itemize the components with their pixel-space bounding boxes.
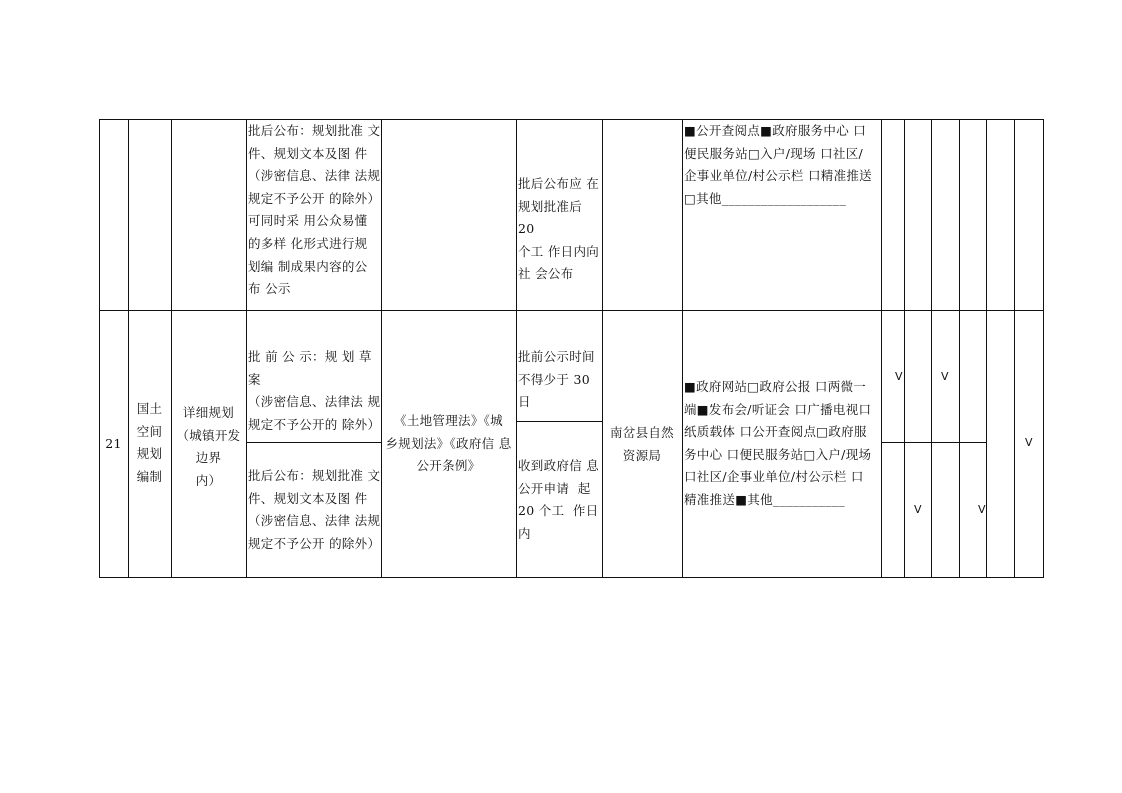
text-line: 资源局	[622, 447, 662, 463]
col-line	[1014, 119, 1015, 578]
row1-time-limit	[518, 173, 602, 286]
text-line: 可同时采 用公众易懂	[248, 213, 368, 229]
text-line: （涉密信息、法律 法规	[248, 513, 381, 529]
row1-disclosure-content	[248, 120, 381, 301]
table-border-top	[99, 119, 1043, 120]
text-line: 布 公示	[248, 281, 291, 297]
text-line: 件、规划文本及图 件	[248, 145, 368, 161]
col-line	[904, 119, 905, 578]
check-mark: V	[914, 503, 922, 516]
text-line: 企事业单位/村公示栏 口精准推送	[684, 168, 872, 184]
row2-disclosure-content-after	[248, 465, 381, 555]
text-line: 纸质载体 口公开查阅点□政府服	[684, 424, 867, 440]
col-line	[881, 119, 882, 578]
row2-item	[171, 402, 246, 492]
subrow-divider-time	[516, 421, 602, 422]
text-line: 乡规划法》《政府信 息	[385, 435, 512, 451]
row1-channels	[684, 120, 881, 210]
text-line: （涉密信息、法律 法规	[248, 168, 381, 184]
row2-subject	[602, 422, 682, 467]
text-line: 便民服务站□入户/现场 口社区/	[684, 145, 864, 161]
text-line: 个工 作日内向	[518, 243, 600, 259]
col-line	[931, 119, 932, 578]
text-line: ■政府网站□政府公报 口两微一	[684, 379, 867, 394]
text-line: □其他___________________	[684, 190, 847, 206]
text-line: 规划	[136, 446, 163, 462]
subrow-divider-marks	[881, 442, 986, 443]
text-line: 批 前 公 示：规 划 草 案	[248, 349, 372, 387]
text-line: 20 个工 作日	[518, 503, 599, 519]
row2-time-limit-before	[518, 346, 602, 414]
col-line	[171, 119, 172, 578]
text-line: 批后公布：规划批准 文	[248, 123, 381, 138]
text-line: 批后公布应 在	[518, 176, 600, 191]
text-line: 划编 制成果内容的公	[248, 258, 368, 274]
text-line: 规定不予公开的 除外）	[248, 416, 381, 432]
row2-time-limit-after	[518, 455, 602, 545]
row-divider	[99, 310, 1043, 311]
col-line	[1043, 119, 1044, 578]
text-line: 边界	[195, 450, 222, 466]
col-line	[682, 119, 683, 578]
col-line	[959, 119, 960, 578]
text-line: 件、规划文本及图 件	[248, 490, 368, 506]
text-line: （城镇开发	[176, 427, 241, 443]
row2-channels	[684, 376, 881, 512]
text-line: 规划批准后 20	[518, 198, 583, 237]
text-line: 规定不予公开 的除外）	[248, 190, 381, 206]
check-mark: V	[895, 370, 903, 383]
check-mark: V	[941, 370, 949, 383]
row-number	[99, 433, 128, 456]
text-line: 公开条例》	[416, 458, 481, 474]
text-line: 详细规划	[182, 405, 235, 420]
col-line	[128, 119, 129, 578]
text-line: 内	[518, 525, 531, 541]
text-line: 空间	[136, 423, 163, 439]
text-line: 规定不予公开 的除外）	[248, 535, 381, 551]
text-line: 国土	[136, 401, 163, 416]
text-line: 社 会公布	[518, 266, 574, 282]
row2-disclosure-content-before	[248, 346, 381, 436]
text-line: 口社区/企事业单位/村公示栏 口	[684, 469, 864, 485]
text-line: ■公开查阅点■政府服务中心 口	[684, 123, 867, 138]
text-line: 南岔县自然	[609, 425, 674, 440]
subrow-divider-content	[246, 442, 381, 443]
text-line: （涉密信息、法律法 规	[248, 394, 381, 410]
text-line: 的多样 化形式进行规	[248, 235, 368, 251]
col-line	[516, 119, 517, 578]
col-line	[99, 119, 100, 578]
table-border-bottom	[99, 577, 1043, 578]
col-line	[246, 119, 247, 578]
text-line: 精准推送■其他___________	[684, 491, 845, 507]
check-mark: V	[978, 503, 986, 516]
col-line	[381, 119, 382, 578]
text-line: 公开申请 起	[518, 480, 591, 496]
text-line: 编制	[136, 468, 163, 484]
row2-category	[128, 398, 171, 488]
text-line: 收到政府信 息	[518, 458, 600, 473]
text-line: 务中心 口便民服务站□入户/现场	[684, 446, 872, 462]
check-mark: V	[1025, 436, 1033, 449]
text-line: 批后公布：规划批准 文	[248, 468, 381, 483]
row2-basis	[381, 410, 516, 478]
text-line: 不得少于 30 日	[518, 371, 590, 410]
text-line: 21	[105, 436, 122, 451]
text-line: 《土地管理法》《城	[394, 413, 503, 428]
text-line: 批前公示时间	[518, 349, 595, 364]
col-line	[602, 119, 603, 578]
text-line: 端■发布会/听证会 口广播电视口	[684, 401, 872, 417]
text-line: 内）	[195, 472, 222, 488]
col-line	[986, 119, 987, 578]
